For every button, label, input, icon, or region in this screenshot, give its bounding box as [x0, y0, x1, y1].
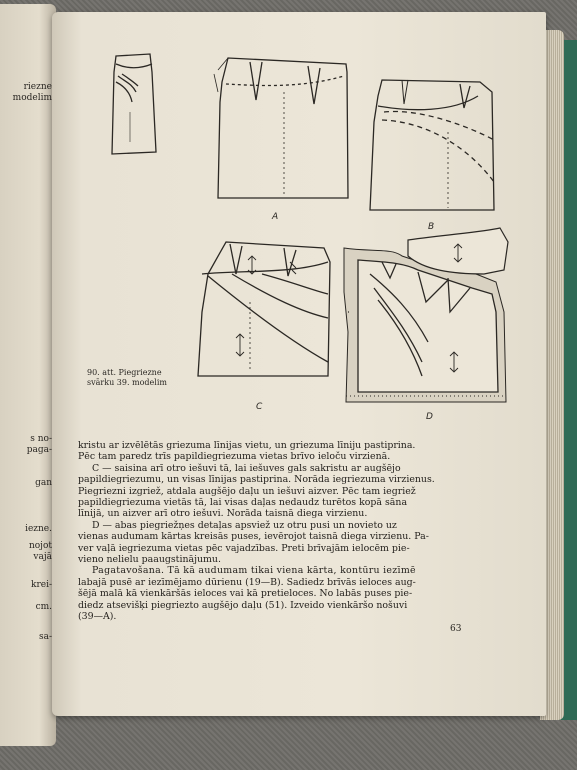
draft-a	[214, 58, 348, 198]
text-line: diedz atsevišķi piegriezto augšējo daļu (51). Izveido vienkāršo nošuvi	[78, 599, 408, 611]
text-line: papildiegriezuma vietās tā, lai visas daļas nedaudz turētos kopā sāna	[78, 497, 408, 509]
text-line: labajā pusē ar iezīmējamo dūrienu (19—B). Sadiedz brīvās ieloces aug-	[78, 576, 416, 588]
left-fragment: nojot	[28, 541, 52, 551]
figure-label-c: C	[256, 402, 263, 412]
draft-d	[344, 228, 508, 402]
body-text	[78, 440, 518, 623]
text-line: vieno nelielu paaugstinājumu.	[78, 554, 221, 566]
left-fragment: gan	[35, 478, 52, 488]
left-fragment: paga-	[26, 445, 52, 455]
text-line: ver vaļā iegriezuma vietas pēc vajadzības. Preti brīvajām ielocēm pie-	[78, 542, 410, 554]
page-number: 63	[450, 624, 462, 634]
skirt-sketch	[112, 54, 156, 154]
text-line: kristu ar izvēlētās griezuma līnijas vietu, un griezuma līniju pastiprina.	[78, 440, 416, 451]
text-line: līnijā, un aizver arī otro iešuvi. Norāda taisnā diega virzienu.	[78, 508, 368, 520]
text-line: (39—A).	[78, 611, 117, 623]
text-line: šējā malā kā vienkāršās ieloces vai kā pretieloces. No labās puses pie-	[78, 588, 413, 600]
left-fragment: sa-	[38, 632, 52, 642]
text-line: vienas audumam kārtas kreisās puses, ievērojot taisnā diega virzienu. Pa-	[78, 531, 429, 543]
left-fragment: iezne.	[25, 524, 52, 534]
figure-label-a: A	[272, 212, 279, 222]
left-fragment: cm.	[35, 602, 52, 612]
draft-b	[370, 80, 494, 210]
figure-label-d: D	[426, 412, 433, 422]
left-fragment: krei-	[30, 580, 52, 590]
left-fragment: vajā	[33, 552, 52, 562]
text-line: Pēc tam paredz trīs papildiegriezuma vietas brīvo ieloču virzienā.	[78, 451, 391, 463]
text-line: Piegriezni izgriež, atdala augšējo daļu un iešuvi aizver. Pēc tam iegriež	[78, 485, 416, 497]
text-line: D — abas piegriežņes detaļas apsviež uz otru pusi un novieto uz	[92, 519, 397, 531]
text-line: Pagatavošana. Tā kā audumam tikai viena kārta, kontūru iezīmē	[92, 565, 416, 577]
figure-label-b: B	[428, 222, 435, 232]
left-fragment: modelim	[12, 93, 52, 103]
left-fragment: riezne	[23, 82, 52, 92]
left-fragment: s no-	[30, 434, 52, 444]
text-line: papildiegriezumu, un visas līnijas pastiprina. Norāda iegriezuma virzienus.	[78, 474, 435, 486]
text-line: C — saisina arī otro iešuvi tā, lai iešuves gals sakristu ar augšējo	[92, 462, 401, 474]
caption-line: 90. att. Piegriezne	[87, 368, 162, 377]
left-page	[0, 4, 56, 746]
draft-c	[198, 242, 330, 376]
book-page	[52, 12, 546, 716]
caption-line: svārku 39. modelim	[87, 378, 167, 387]
figure-caption	[87, 368, 171, 388]
